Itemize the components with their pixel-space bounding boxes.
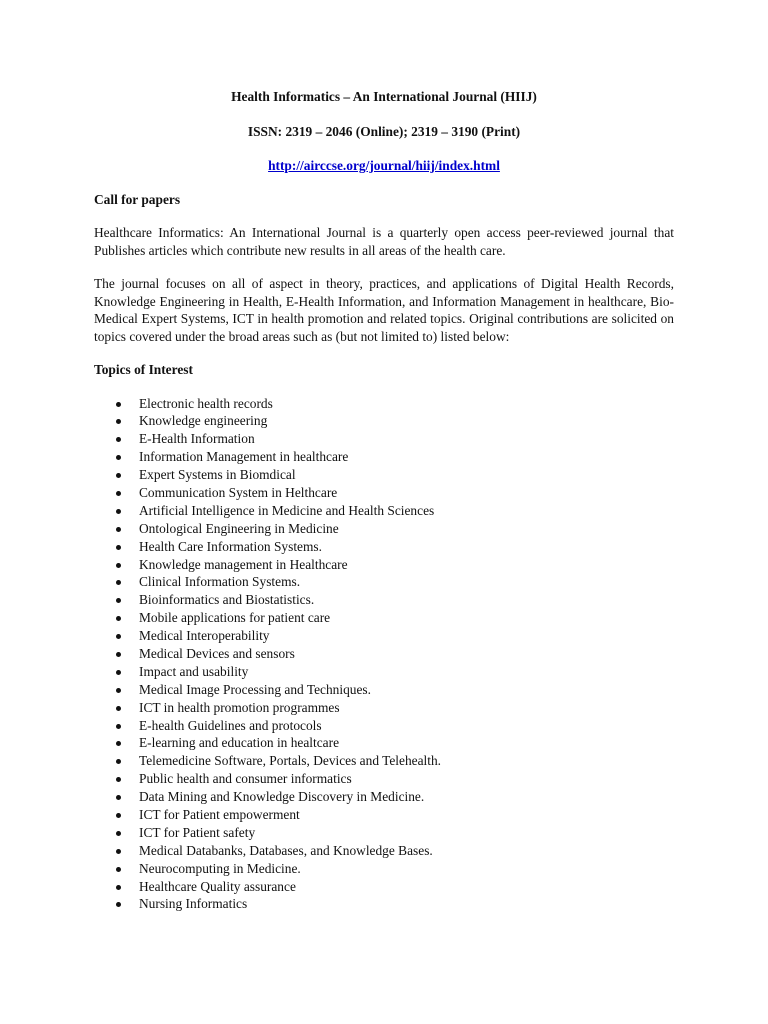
list-item [94, 699, 674, 717]
topic-label: ICT for Patient empowerment [139, 806, 300, 822]
topic-label: Impact and usability [139, 663, 249, 679]
topic-label: Public health and consumer informatics [139, 771, 352, 787]
list-item [94, 502, 674, 520]
topic-label: Medical Devices and sensors [139, 645, 295, 661]
focus-paragraph: The journal focuses on all of aspect in theory, practices, and applications of Digital Health Records, Knowledge Engineering in Health, E-Health Information, and Information Management in healthcare, Bio-Medical Expert Systems, ICT in health promotion and related topics. Original contributions are solicited on topics covered under the broad areas such as (but not limited to) listed below: [94, 276, 674, 344]
list-item [94, 520, 674, 538]
list-item [94, 627, 674, 645]
list-item [94, 806, 674, 824]
list-item [94, 681, 674, 699]
bullet-icon [116, 795, 121, 800]
list-item [94, 734, 674, 752]
list-item [94, 538, 674, 556]
list-item [94, 395, 674, 413]
bullet-icon [116, 706, 121, 711]
list-item [94, 556, 674, 574]
list-item [94, 842, 674, 860]
topics-heading: Topics of Interest [94, 362, 193, 377]
bullet-icon [116, 616, 121, 621]
topic-label: Health Care Information Systems. [139, 538, 322, 554]
bullet-icon [116, 849, 121, 854]
topic-label: Communication System in Helthcare [139, 484, 338, 500]
bullet-icon [116, 402, 121, 407]
bullet-icon [116, 419, 121, 424]
bullet-icon [116, 724, 121, 729]
bullet-icon [116, 545, 121, 550]
list-item [94, 824, 674, 842]
intro-paragraph: Healthcare Informatics: An International Journal is a quarterly open access peer-reviewed journal that Publishes articles which contribute new results in all areas of the health care. [94, 225, 674, 258]
bullet-icon [116, 437, 121, 442]
bullet-icon [116, 491, 121, 496]
journal-url-line [94, 157, 674, 175]
list-item [94, 412, 674, 430]
bullet-icon [116, 813, 121, 818]
topic-label: Electronic health records [139, 395, 273, 411]
topic-label: Medical Image Processing and Techniques. [139, 681, 371, 697]
issn-line: ISSN: 2319 – 2046 (Online); 2319 – 3190 (Print) [247, 123, 521, 139]
bullet-icon [116, 867, 121, 872]
topic-label: ICT for Patient safety [139, 824, 256, 840]
journal-title: Health Informatics – An International Journal (HIIJ) [231, 89, 537, 104]
bullet-icon [116, 527, 121, 532]
topic-label: Neurocomputing in Medicine. [139, 860, 301, 876]
bullet-icon [116, 670, 121, 675]
topic-label: Mobile applications for patient care [139, 610, 331, 626]
list-item [94, 770, 674, 788]
topic-label: Knowledge management in Healthcare [139, 556, 348, 572]
list-item [94, 448, 674, 466]
call-for-papers-heading: Call for papers [94, 191, 181, 207]
list-item [94, 573, 674, 591]
topics-list [94, 395, 674, 914]
topic-label: Bioinformatics and Biostatistics. [139, 592, 315, 608]
bullet-icon [116, 688, 121, 693]
bullet-icon [116, 831, 121, 836]
list-item [94, 788, 674, 806]
list-item [94, 663, 674, 681]
bullet-icon [116, 652, 121, 657]
list-item [94, 717, 674, 735]
list-item [94, 752, 674, 770]
topic-label: Knowledge engineering [139, 413, 268, 429]
topic-label: Telemedicine Software, Portals, Devices and Telehealth. [139, 753, 442, 769]
bullet-icon [116, 580, 121, 585]
bullet-icon [116, 634, 121, 639]
list-item [94, 466, 674, 484]
topic-label: Data Mining and Knowledge Discovery in Medicine. [139, 789, 425, 805]
bullet-icon [116, 473, 121, 478]
topic-label: Medical Interoperability [139, 628, 270, 644]
topic-label: E-learning and education in healtcare [139, 735, 340, 751]
bullet-icon [116, 598, 121, 603]
topic-label: E-Health Information [139, 431, 255, 447]
topic-label: Information Management in healthcare [139, 449, 349, 465]
list-item [94, 895, 674, 913]
topic-label: Healthcare Quality assurance [139, 878, 296, 894]
topic-label: ICT in health promotion programmes [139, 699, 340, 715]
bullet-icon [116, 759, 121, 764]
list-item [94, 645, 674, 663]
list-item [94, 609, 674, 627]
document-page [94, 88, 674, 913]
list-item [94, 860, 674, 878]
topic-label: Clinical Information Systems. [139, 574, 301, 590]
topic-label: Nursing Informatics [139, 896, 248, 912]
topic-label: Artificial Intelligence in Medicine and Health Sciences [139, 502, 435, 518]
bullet-icon [116, 741, 121, 746]
list-item [94, 591, 674, 609]
bullet-icon [116, 455, 121, 460]
topic-label: E-health Guidelines and protocols [139, 717, 322, 733]
list-item [94, 430, 674, 448]
topic-label: Ontological Engineering in Medicine [139, 520, 339, 536]
topic-label: Medical Databanks, Databases, and Knowledge Bases. [139, 842, 433, 858]
bullet-icon [116, 563, 121, 568]
bullet-icon [116, 509, 121, 514]
bullet-icon [116, 777, 121, 782]
list-item [94, 484, 674, 502]
bullet-icon [116, 902, 121, 907]
bullet-icon [116, 885, 121, 890]
list-item [94, 878, 674, 896]
topic-label: Expert Systems in Biomdical [139, 467, 296, 483]
journal-url-link[interactable]: http://airccse.org/journal/hiij/index.html [268, 158, 500, 173]
